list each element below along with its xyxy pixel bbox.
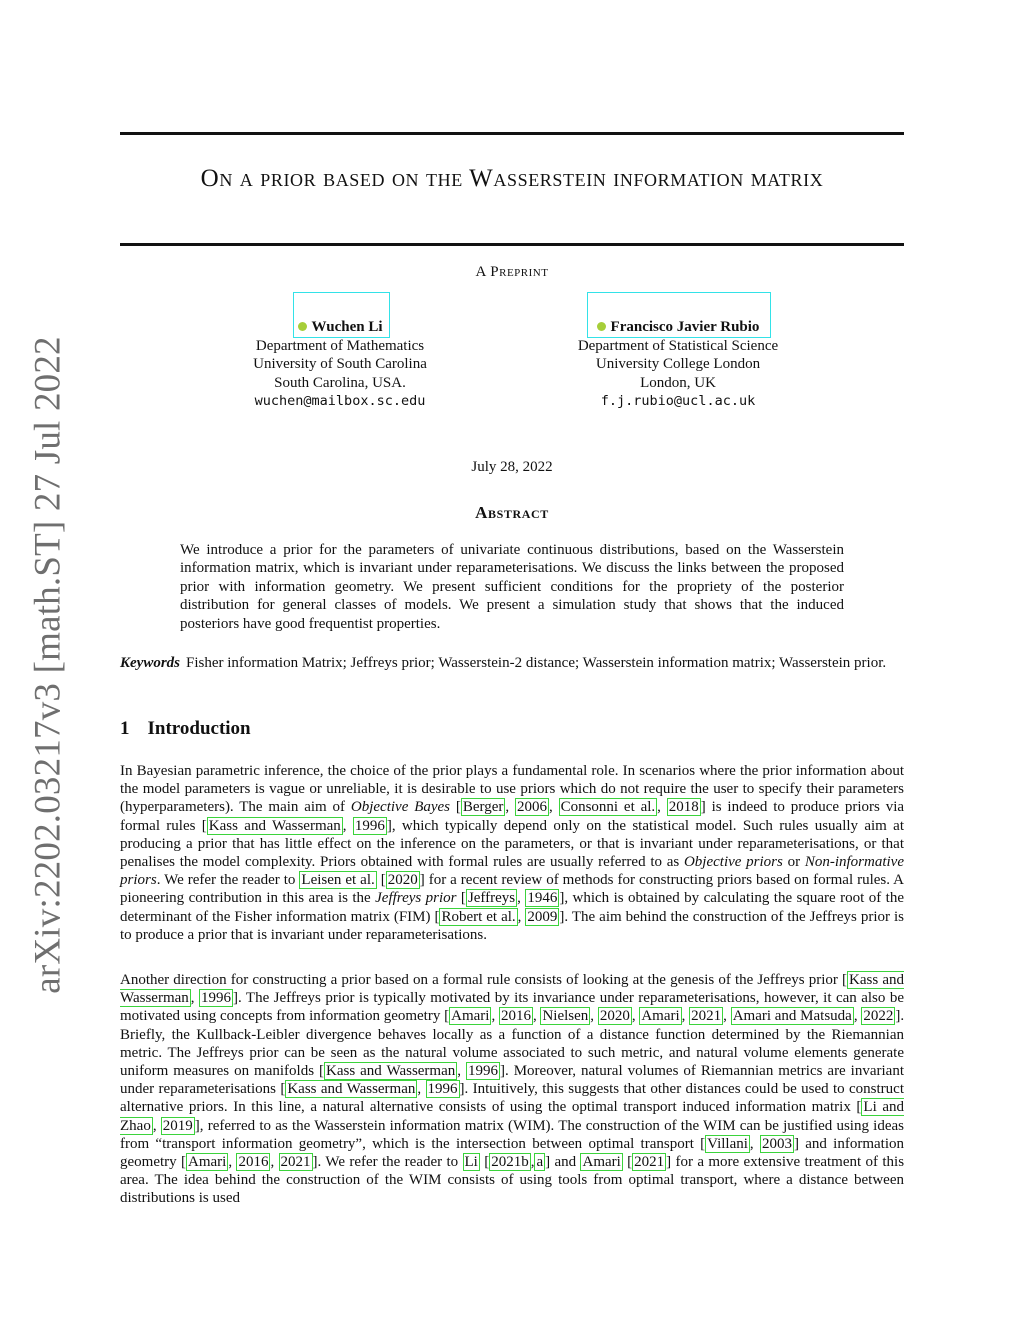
paragraph-text: In Bayesian parametric inference, the choice of the prior plays a fundamental role. In scenarios where the prior information about the model parameters is vague or unreliable, it is desirable to use priors which do not require the user to specify their parameters (hyperparameters). The main aim of [120,763,904,816]
abstract-heading: Abstract [475,503,549,522]
citation-link[interactable]: 2003 [761,1135,792,1152]
paragraph-text: [ [450,799,461,816]
keywords-text: Fisher information Matrix; Jeffreys prior; Wasserstein-2 distance; Wasserstein information matrix; Wasserstein prior. [186,655,887,671]
arxiv-identifier: arXiv:2202.03217v3 [math.ST] 27 Jul 2022 [27,336,69,994]
paragraph-text: ]. Intuitively, this suggests that other distances could be used to construct alternative priors. In this line, a natural alternative consists of using the optimal transport induced information matrix [ [120,1081,904,1116]
citation-link[interactable]: 1996 [427,1081,458,1098]
author-location: London, UK [640,374,716,391]
section-number: 1 [120,718,130,739]
paragraph-text: , [749,1135,760,1152]
citation-link[interactable]: Kass and Wasserman [326,1063,456,1080]
citation-link[interactable]: a [536,1154,544,1171]
paragraph-text: [ [376,872,386,889]
author-block [200,318,480,411]
orcid-icon[interactable] [298,322,307,331]
author-email[interactable]: f.j.rubio@ucl.ac.uk [600,393,756,409]
keywords [120,654,904,672]
emphasis-text: Objective priors [683,854,783,871]
author-name-line [538,318,818,337]
citation-link[interactable]: Li and Zhao [120,1099,904,1134]
paragraph-text: ] and [545,1154,581,1171]
citation-link[interactable]: Berger [462,799,504,816]
author-department: Department of Statistical Science [577,337,779,354]
author-name-link[interactable]: Francisco Javier Rubio [610,319,760,335]
citation-link[interactable]: Amari [451,1008,490,1025]
paragraph-text: ]. We refer the reader to [312,1154,463,1171]
emphasis-text: Objective Bayes [350,799,451,816]
author-location: South Carolina, USA. [274,374,406,391]
author-email[interactable]: wuchen@mailbox.sc.edu [254,393,426,409]
paragraph-text: ] for a more extensive treatment of this area. The idea behind the construction of the WIM consists of using tools from optimal transport, where a distance between distributions is used [120,1154,905,1207]
title-top-rule [120,132,904,135]
citation-link[interactable]: 2021b [491,1154,529,1171]
paragraph-text: , [631,1008,640,1025]
paragraph-text: , [491,1008,499,1025]
citation-link[interactable]: 2016 [500,1008,531,1025]
citation-link[interactable]: Kass and Wasserman [120,972,904,1007]
paragraph-text: , [270,1154,279,1171]
citation-link[interactable]: Kass and Wasserman [287,1081,416,1098]
paragraph-text: ]. Briefly, the Kullback-Leibler divergence behaves locally as a function of a distance function determined by the Riemannian metric. The Jeffreys prior can be seen as the natural volume associated to such metric, and natural volume elements generate uniform measures on manifolds [ [120,1008,905,1080]
citation-link[interactable]: 2016 [238,1154,269,1171]
citation-link[interactable]: Li [464,1154,478,1171]
citation-link[interactable]: 1996 [354,817,385,834]
paragraph-text: , [532,1008,541,1025]
paragraph-text: , [530,1154,535,1171]
emphasis-text: Non-informative priors [120,854,904,889]
section-title: Introduction [147,718,251,739]
intro-paragraph-1 [120,762,904,944]
citation-link[interactable]: 2021 [634,1154,665,1171]
citation-link[interactable]: Amari and Matsuda [732,1008,852,1025]
paragraph-text: ], which typically depend only on the statistical model. Such rules usually aim at producing a prior that has little effect on the inference on the parameters, or that is invariant under reparameterisations, or that penalises the model complexity. Priors obtained with formal rules are usually referred to as [120,817,904,871]
author-name-line [200,318,480,337]
citation-link[interactable]: Jeffreys [467,890,516,907]
citation-link[interactable]: 1996 [200,990,231,1007]
citation-link[interactable]: Amari [188,1154,227,1171]
paragraph-text: [ [622,1154,633,1171]
paragraph-text: , [417,1081,426,1098]
paragraph-text: ], referred to as the Wasserstein information matrix (WIM). The construction of the WIM can be justified using ideas from “transport information geometry”, which is the intersection between optimal transport [ [120,1117,904,1152]
title-bottom-rule [120,243,904,246]
paragraph-text: , [723,1008,731,1025]
paragraph-text: , [152,1117,161,1134]
citation-link[interactable]: 1996 [467,1063,498,1080]
section-heading [120,718,251,740]
citation-link[interactable]: Kass and Wasserman [208,817,341,834]
author-institution: University College London [595,356,761,372]
emphasis-text: Jeffreys prior [375,890,457,907]
paragraph-text: , [190,990,199,1007]
intro-paragraph-2 [120,971,904,1208]
paragraph-text: ] and information geometry [ [120,1135,904,1171]
author-institution: University of South Carolina [253,356,427,372]
paragraph-text: , [505,799,515,816]
citation-link[interactable]: Leisen et al. [301,872,375,889]
citation-link[interactable]: 1946 [527,890,558,907]
paragraph-text: , [457,1063,466,1080]
citation-link[interactable]: Amari [641,1008,680,1025]
paragraph-text: [ [456,890,466,907]
citation-link[interactable]: 2018 [668,799,699,816]
citation-link[interactable]: 2009 [527,908,558,925]
author-block [538,318,818,411]
paragraph-text: , [657,799,667,816]
citation-link[interactable]: Consonni et al. [560,799,656,816]
paragraph-text: , [681,1008,690,1025]
paragraph-text: ], which is obtained by calculating the square root of the determinant of the Fisher information matrix (FIM) [ [120,890,904,925]
citation-link[interactable]: 2021 [691,1008,722,1025]
paragraph-text: ] for a recent review of methods for constructing priors based on formal rules. A pioneering contribution in this area is the [120,872,905,907]
orcid-icon[interactable] [597,322,606,331]
publication-date: July 28, 2022 [471,459,553,475]
author-department: Department of Mathematics [255,337,425,354]
paragraph-text: or [782,854,805,871]
paragraph-text: ]. Moreover, natural volumes of Riemannian metrics are invariant under reparameterisations [ [120,1063,904,1098]
paragraph-text: , [853,1008,862,1025]
citation-link[interactable]: 2006 [517,799,547,816]
citation-link[interactable]: 2020 [599,1008,630,1025]
paragraph-text: , [517,908,526,925]
paragraph-text: ]. The aim behind the construction of the Jeffreys prior is to produce a prior that is invariant under reparameterisations. [120,908,905,943]
citation-link[interactable]: Nielsen [542,1008,589,1025]
paragraph-text: , [517,890,526,907]
paragraph-text: , [590,1008,598,1025]
author-name-link[interactable]: Wuchen Li [311,319,383,335]
paragraph-text: Another direction for constructing a prior based on a formal rule consists of looking at the genesis of the Jeffreys prior [ [120,972,848,988]
keywords-label: Keywords [120,655,180,671]
paper-title: On a prior based on the Wasserstein information matrix [200,165,824,192]
abstract-text: We introduce a prior for the parameters of univariate continuous distributions, based on the Wasserstein information matrix, which is invariant under reparameterisations. We discuss the links between the proposed prior with information geometry. We present sufficient conditions for the propriety of the posterior distribution for general classes of models. We present a simulation study that shows that the induced posteriors have good frequentist properties. [180,542,844,632]
paragraph-text: ]. The Jeffreys prior is typically motivated by its invariance under reparameterisations, however, it can also be motivated using concepts from information geometry [ [120,990,904,1025]
citation-link[interactable]: Villani [707,1135,748,1152]
preprint-label: A Preprint [475,264,549,280]
citation-link[interactable]: 2022 [863,1008,894,1025]
citation-link[interactable]: 2021 [280,1154,311,1171]
citation-link[interactable]: 2020 [387,872,418,889]
paragraph-text: [ [479,1154,490,1171]
paragraph-text: , [549,799,559,816]
citation-link[interactable]: Amari [582,1154,621,1171]
citation-link[interactable]: Robert et al. [441,908,516,925]
paragraph-text: . We refer the reader to [156,872,300,889]
paragraph-text: , [228,1154,237,1171]
paragraph-text: , [342,817,353,834]
citation-link[interactable]: 2019 [162,1117,193,1134]
paragraph-text: ] is indeed to produce priors via formal rules [ [120,799,905,834]
